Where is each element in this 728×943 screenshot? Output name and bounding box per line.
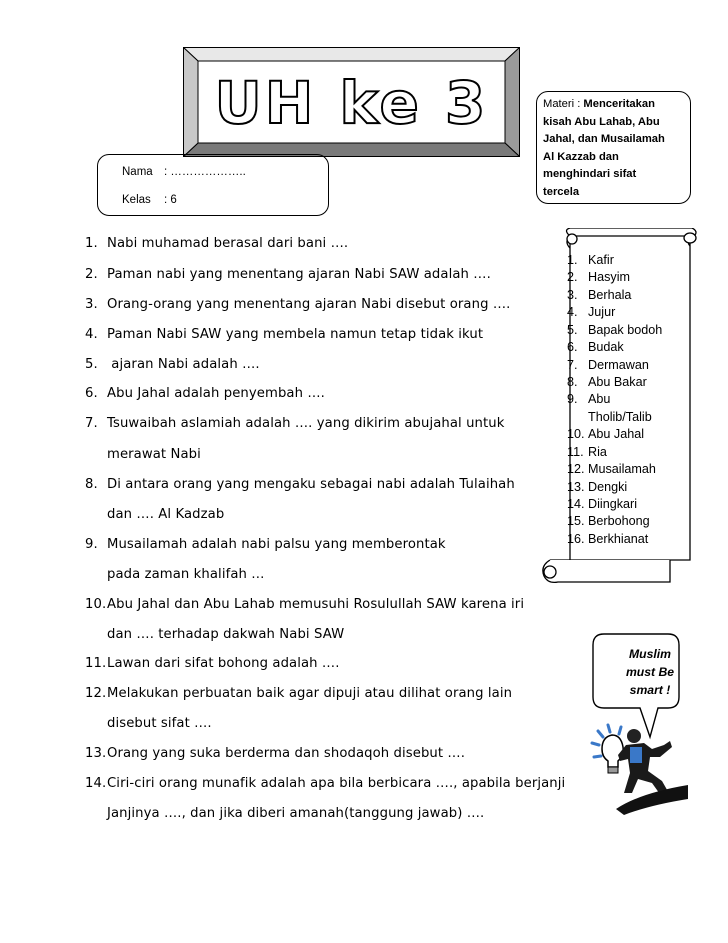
lightbulb-idea-person-icon: [590, 723, 690, 815]
materi-line: Menceritakan: [583, 98, 655, 110]
answer-item: 11. Ria: [567, 445, 607, 459]
answer-item: 7. Dermawan: [567, 358, 649, 372]
nama-label: Nama: [122, 166, 153, 178]
kelas-label: Kelas: [122, 194, 151, 206]
question-item: 10.Abu Jahal dan Abu Lahab memusuhi Rosulullah SAW karena iri: [85, 597, 525, 612]
answer-item: 8. Abu Bakar: [567, 375, 647, 389]
question-item: 14.Ciri-ciri orang munafik adalah apa bila berbicara …., apabila berjanji: [85, 776, 566, 791]
identity-box: [97, 154, 329, 216]
bubble-line: smart !: [629, 683, 671, 697]
materi-line: menghindari sifat: [543, 168, 637, 181]
answer-item: 1. Kafir: [567, 253, 614, 267]
bubble-line: must Be: [625, 665, 675, 679]
answer-item: 14. Diingkari: [567, 497, 637, 511]
question-item: 1. Nabi muhamad berasal dari bani ….: [85, 236, 349, 251]
question-item: 9. Musailamah adalah nabi palsu yang memberontak: [85, 537, 446, 552]
question-item: 13.Orang yang suka berderma dan shodaqoh disebut ….: [85, 746, 466, 761]
question-item: 3. Orang-orang yang menentang ajaran Nabi disebut orang ….: [85, 297, 511, 312]
answer-item: 12. Musailamah: [567, 462, 656, 476]
answer-item: 9. Abu: [567, 392, 611, 406]
answer-item: 15. Berbohong: [567, 514, 650, 528]
materi-line: Jahal, dan Musailamah: [543, 133, 665, 146]
question-continuation: merawat Nabi: [107, 447, 201, 462]
page-title: UH ke 3: [214, 69, 489, 137]
bubble-line: Muslim: [629, 647, 671, 661]
answer-item: 2. Hasyim: [567, 270, 630, 284]
question-continuation: Janjinya …., dan jika diberi amanah(tanggung jawab) ….: [107, 806, 485, 821]
answer-continuation: Tholib/Talib: [588, 410, 652, 424]
question-item: 12.Melakukan perbuatan baik agar dipuji atau dilihat orang lain: [85, 686, 513, 701]
question-item: 5. ajaran Nabi adalah ….: [85, 357, 260, 372]
question-item: 4. Paman Nabi SAW yang membela namun tetap tidak ikut: [85, 327, 484, 342]
answer-item: 5. Bapak bodoh: [567, 323, 663, 337]
answer-item: 3. Berhala: [567, 288, 632, 302]
answer-item: 4. Jujur: [567, 305, 616, 319]
question-continuation: disebut sifat ….: [107, 716, 212, 731]
materi-text: [543, 96, 689, 202]
question-item: 11.Lawan dari sifat bohong adalah ….: [85, 656, 340, 671]
materi-line: kisah Abu Lahab, Abu: [543, 115, 660, 128]
question-item: 7. Tsuwaibah aslamiah adalah …. yang dikirim abujahal untuk: [85, 416, 505, 431]
answer-item: 10. Abu Jahal: [567, 427, 645, 441]
question-continuation: dan …. Al Kadzab: [107, 507, 225, 522]
answer-item: 16. Berkhianat: [567, 532, 649, 546]
question-item: 8. Di antara orang yang mengaku sebagai nabi adalah Tulaihah: [85, 477, 515, 492]
question-continuation: dan …. terhadap dakwah Nabi SAW: [107, 627, 345, 642]
question-item: 6. Abu Jahal adalah penyembah ….: [85, 386, 325, 401]
answer-item: 6. Budak: [567, 340, 624, 354]
kelas-value: : 6: [164, 194, 177, 206]
bubble-text: [600, 645, 700, 699]
materi-line: tercela: [543, 185, 580, 198]
materi-label: Materi :: [543, 98, 584, 110]
nama-field[interactable]: : ………………..: [164, 166, 246, 178]
question-continuation: pada zaman khalifah …: [107, 567, 265, 582]
question-item: 2. Paman nabi yang menentang ajaran Nabi SAW adalah ….: [85, 267, 491, 282]
answer-item: 13. Dengki: [567, 480, 628, 494]
materi-line: Al Kazzab dan: [543, 150, 619, 163]
